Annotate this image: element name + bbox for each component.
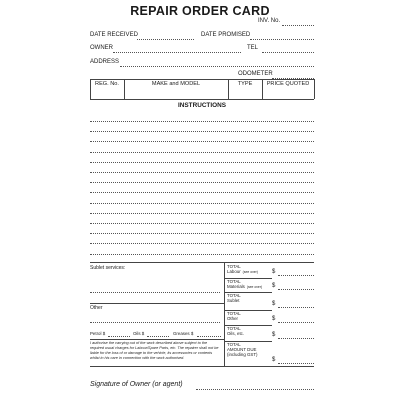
- table-right-border: [314, 79, 315, 99]
- total-category-name: Sublet: [227, 298, 240, 303]
- instruction-line[interactable]: [90, 223, 314, 224]
- form-title: REPAIR ORDER CARD: [130, 4, 270, 18]
- total-note: (see over): [242, 270, 258, 274]
- owner-signature-label: Signature of Owner (or agent): [90, 381, 183, 388]
- total-amount-field[interactable]: [278, 289, 314, 290]
- reg-no-header: REG. No.: [95, 81, 119, 87]
- total-category: [227, 316, 238, 321]
- total-category-name: Labour: [227, 269, 241, 274]
- tel-label: TEL: [247, 45, 259, 51]
- odometer-label: ODOMETER: [238, 71, 273, 77]
- total-label: TOTAL: [227, 279, 241, 284]
- date-received-label: DATE RECEIVED: [90, 32, 138, 38]
- total-category: [227, 284, 262, 290]
- total-amount-field[interactable]: [278, 275, 314, 276]
- total-label: TOTAL: [227, 342, 241, 347]
- date-promised-label: DATE PROMISED: [201, 32, 251, 38]
- total-category: [227, 331, 244, 336]
- inv-number-field[interactable]: [282, 25, 314, 26]
- other-field[interactable]: [90, 322, 220, 323]
- total-note: (see over): [246, 285, 263, 289]
- instruction-line[interactable]: [90, 192, 314, 193]
- total-label: TOTAL: [227, 311, 241, 316]
- total-label: TOTAL: [227, 326, 241, 331]
- dollar-sign: $: [272, 357, 276, 363]
- bottom-section-top-border: [90, 262, 314, 263]
- total-category-name: Oils, etc.: [227, 331, 245, 336]
- dollar-sign: $: [272, 269, 276, 275]
- total-category: [227, 298, 239, 303]
- owner-signature-field[interactable]: [196, 389, 314, 390]
- instruction-line[interactable]: [90, 233, 314, 234]
- sublet-services-field[interactable]: [90, 292, 220, 293]
- authorisation-divider: [90, 339, 224, 340]
- total-note: (including GST): [227, 352, 258, 357]
- instruction-line[interactable]: [90, 182, 314, 183]
- tel-field[interactable]: [262, 52, 314, 53]
- price-quoted-header: PRICE QUOTED: [266, 81, 310, 87]
- other-divider: [90, 303, 224, 304]
- inv-number-label: INV. No.: [258, 18, 281, 24]
- instruction-line[interactable]: [90, 172, 314, 173]
- instruction-line[interactable]: [90, 203, 314, 204]
- instruction-line[interactable]: [90, 152, 314, 153]
- total-category: [227, 269, 258, 275]
- total-amount-field[interactable]: [278, 307, 314, 308]
- instruction-line[interactable]: [90, 131, 314, 132]
- instruction-line[interactable]: [90, 213, 314, 214]
- instructions-heading: INSTRUCTIONS: [178, 102, 226, 109]
- total-category-name: Other: [227, 316, 238, 321]
- petrol-field[interactable]: [108, 336, 130, 337]
- owner-field[interactable]: [113, 52, 241, 53]
- instruction-line[interactable]: [90, 141, 314, 142]
- total-amount-field[interactable]: [278, 363, 314, 364]
- greases-label: Greases $: [173, 331, 194, 336]
- oils-label: Oils $: [133, 331, 145, 336]
- greases-field[interactable]: [197, 336, 221, 337]
- dollar-sign: $: [272, 316, 276, 322]
- bottom-section-bottom-border: [90, 366, 314, 367]
- date-promised-field[interactable]: [250, 39, 314, 40]
- total-label: TOTAL: [227, 293, 241, 298]
- dollar-sign: $: [272, 332, 276, 338]
- address-field[interactable]: [120, 66, 314, 67]
- total-amount-field[interactable]: [278, 338, 314, 339]
- owner-label: OWNER: [90, 45, 113, 51]
- total-category-name: AMOUNT DUE: [227, 347, 257, 352]
- make-model-header: MAKE and MODEL: [151, 81, 201, 87]
- dollar-sign: $: [272, 283, 276, 289]
- instruction-line[interactable]: [90, 121, 314, 122]
- table-bottom-border: [90, 99, 314, 100]
- address-label: ADDRESS: [90, 59, 120, 65]
- date-received-field[interactable]: [137, 39, 194, 40]
- instruction-line[interactable]: [90, 162, 314, 163]
- authorisation-text: I authorise the carrying out of the work described above subject to the required usual charges for Labour/Spare Parts, etc. The repairer shall not be liable for the loss of or damage to the vehicle, its accessories or contents whilst in his care in connection with the work authorised.: [90, 341, 219, 360]
- total-category-name: Materials: [227, 284, 245, 289]
- type-header: TYPE: [237, 81, 253, 87]
- oils-field[interactable]: [147, 336, 169, 337]
- other-label: Other: [90, 305, 103, 311]
- total-label: TOTAL: [227, 264, 241, 269]
- petrol-label: Petrol $: [90, 331, 106, 336]
- instruction-line[interactable]: [90, 243, 314, 244]
- sublet-services-label: Sublet services:: [90, 265, 126, 271]
- total-amount-field[interactable]: [278, 322, 314, 323]
- instruction-line[interactable]: [90, 254, 314, 255]
- dollar-sign: $: [272, 301, 276, 307]
